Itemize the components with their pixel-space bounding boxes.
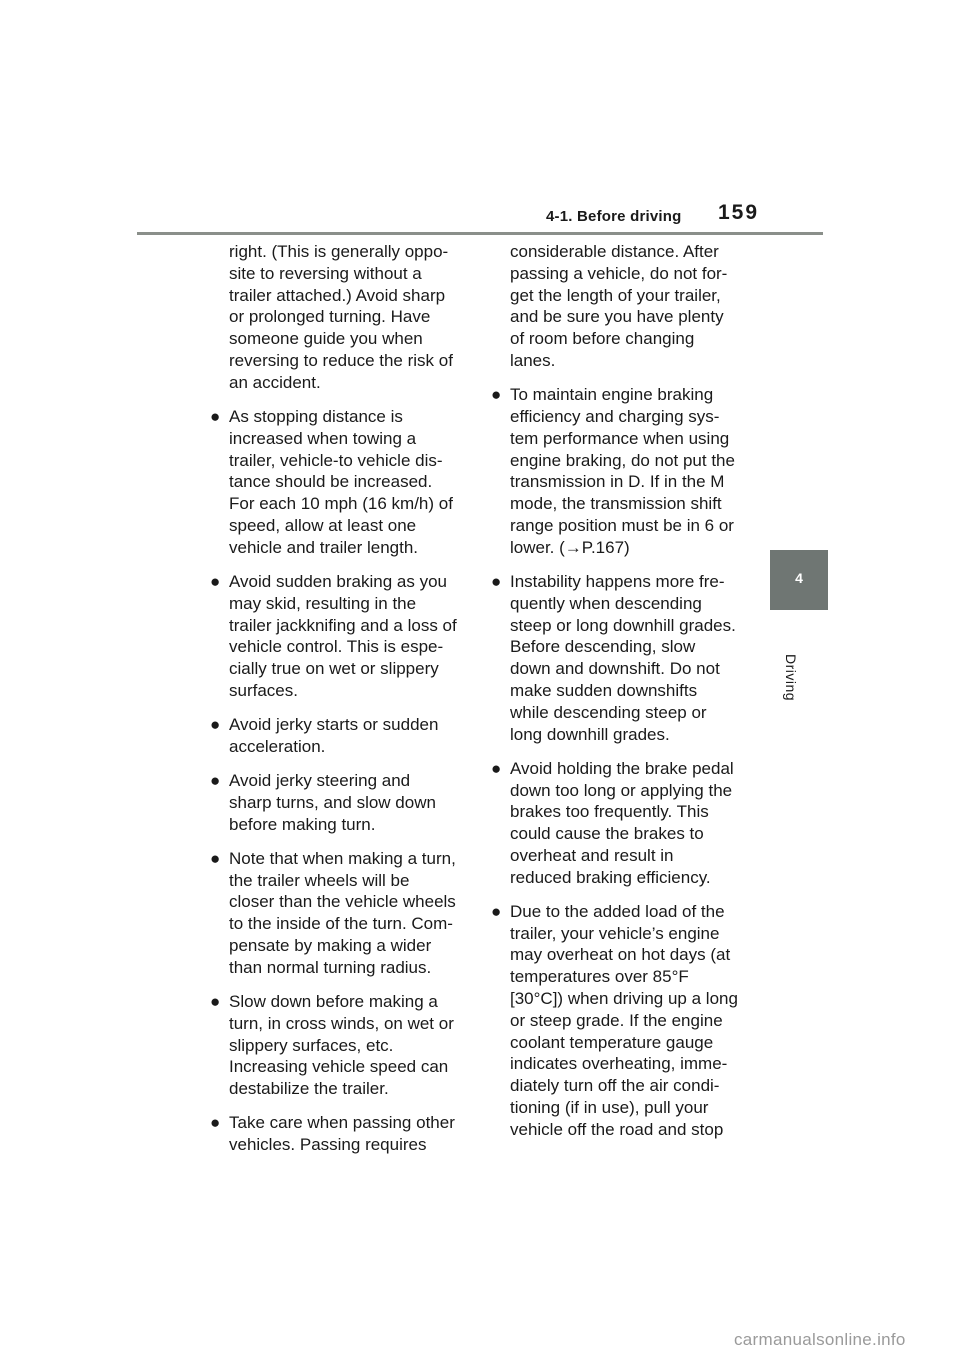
text-line: may overheat on hot days (at <box>510 945 731 965</box>
header-divider <box>137 232 823 235</box>
text-line: [30°C]) when driving up a long <box>510 989 738 1009</box>
text-line: increased when towing a <box>229 428 417 448</box>
text-line: cially true on wet or slippery <box>229 659 439 679</box>
text-line: to the inside of the turn. Com- <box>229 914 453 934</box>
text-line: the trailer wheels will be <box>229 870 410 890</box>
text-line: tem performance when using <box>510 428 730 448</box>
text-line: trailer, your vehicle’s engine <box>510 923 720 943</box>
text-line: Due to the added load of the <box>510 901 725 921</box>
text-line: indicates overheating, imme- <box>510 1054 728 1074</box>
text-line: range position must be in 6 or <box>510 515 734 535</box>
bullet-icon: ● <box>491 385 502 405</box>
text-line: an accident. <box>229 372 321 392</box>
bullet-item <box>210 714 472 758</box>
text-line: lower. (→P.167) <box>510 537 630 557</box>
bullet-icon: ● <box>491 758 502 778</box>
text-line: surfaces. <box>229 680 298 700</box>
text-line: Avoid sudden braking as you <box>229 571 448 591</box>
text-line: For each 10 mph (16 km/h) of <box>229 494 453 514</box>
text-line: and be sure you have plenty <box>510 307 724 327</box>
text-line: slippery surfaces, etc. <box>229 1035 394 1055</box>
text-line: pensate by making a wider <box>229 936 432 956</box>
text-line: Slow down before making a <box>229 992 438 1012</box>
bullet-item <box>210 991 472 1100</box>
text-line: trailer attached.) Avoid sharp <box>229 285 446 305</box>
text-line: transmission in D. If in the M <box>510 472 725 492</box>
text-line: quently when descending <box>510 593 702 613</box>
bullet-icon: ● <box>210 771 221 791</box>
bullet-icon: ● <box>210 571 221 591</box>
text-line: lanes. <box>510 350 556 370</box>
text-line: get the length of your trailer, <box>510 285 721 305</box>
text-line: tioning (if in use), pull your <box>510 1098 709 1118</box>
bullet-icon: ● <box>210 992 221 1012</box>
text-line: Take care when passing other <box>229 1113 455 1133</box>
text-line: vehicles. Passing requires <box>229 1135 427 1155</box>
text-line: Before descending, slow <box>510 637 696 657</box>
text-line: brakes too frequently. This <box>510 802 709 822</box>
bullet-icon: ● <box>210 406 221 426</box>
bullet-item <box>210 848 472 979</box>
text-line: down and downshift. Do not <box>510 659 720 679</box>
right-column <box>491 241 753 1153</box>
chapter-tab-number: 4 <box>795 570 803 586</box>
text-line: Instability happens more fre- <box>510 571 725 591</box>
text-line: Avoid jerky steering and <box>229 771 411 791</box>
bullet-icon: ● <box>491 901 502 921</box>
bullet-item <box>491 758 753 889</box>
text-line: Avoid jerky starts or sudden <box>229 715 439 735</box>
bullet-icon: ● <box>491 571 502 591</box>
text-line: turn, in cross winds, on wet or <box>229 1013 454 1033</box>
text-line: sharp turns, and slow down <box>229 792 436 812</box>
chapter-tab[interactable] <box>770 550 828 610</box>
text-line: long downhill grades. <box>510 724 670 744</box>
text-line: someone guide you when <box>229 329 423 349</box>
chapter-tab-label: Driving <box>783 654 799 702</box>
text-line: trailer jackknifing and a loss of <box>229 615 457 635</box>
text-line: or prolonged turning. Have <box>229 307 431 327</box>
text-line: mode, the transmission shift <box>510 494 722 514</box>
text-line: closer than the vehicle wheels <box>229 892 456 912</box>
text-line: before making turn. <box>229 814 376 834</box>
bullet-item <box>491 901 753 1141</box>
header-section-title: 4-1. Before driving <box>546 208 682 225</box>
bullet-item <box>210 1112 472 1156</box>
text-line: while descending steep or <box>510 702 707 722</box>
bullet-icon: ● <box>210 848 221 868</box>
text-line: To maintain engine braking <box>510 385 714 405</box>
text-line: destabilize the trailer. <box>229 1079 389 1099</box>
text-line: may skid, resulting in the <box>229 593 417 613</box>
text-line: down too long or applying the <box>510 780 733 800</box>
bullet-icon: ● <box>210 1113 221 1133</box>
text-line: make sudden downshifts <box>510 680 698 700</box>
bullet-item <box>210 770 472 835</box>
text-line: site to reversing without a <box>229 263 422 283</box>
text-line: reduced braking efficiency. <box>510 867 711 887</box>
text-line: temperatures over 85°F <box>510 967 689 987</box>
text-line: passing a vehicle, do not for- <box>510 263 728 283</box>
text-line: of room before changing <box>510 329 695 349</box>
text-line: reversing to reduce the risk of <box>229 350 453 370</box>
text-line: Increasing vehicle speed can <box>229 1057 449 1077</box>
text-line: could cause the brakes to <box>510 824 704 844</box>
paragraph <box>210 241 472 394</box>
text-line: tance should be increased. <box>229 472 433 492</box>
text-line: or steep grade. If the engine <box>510 1010 723 1030</box>
text-line: acceleration. <box>229 736 326 756</box>
text-line: vehicle control. This is espe- <box>229 637 444 657</box>
bullet-item <box>491 571 753 745</box>
text-line: coolant temperature gauge <box>510 1032 714 1052</box>
text-line: trailer, vehicle-to vehicle dis- <box>229 450 443 470</box>
text-line: overheat and result in <box>510 845 674 865</box>
watermark: carmanualsonline.info <box>734 1330 906 1349</box>
text-line: efficiency and charging sys- <box>510 406 720 426</box>
text-line: engine braking, do not put the <box>510 450 735 470</box>
text-line: vehicle and trailer length. <box>229 537 419 557</box>
text-line: than normal turning radius. <box>229 957 432 977</box>
left-column <box>210 241 472 1168</box>
text-line: steep or long downhill grades. <box>510 615 736 635</box>
page-number: 159 <box>718 201 760 224</box>
paragraph <box>491 241 753 372</box>
text-line: diately turn off the air condi- <box>510 1076 720 1096</box>
text-line: vehicle off the road and stop <box>510 1119 724 1139</box>
text-line: considerable distance. After <box>510 242 719 261</box>
text-line: Avoid holding the brake pedal <box>510 758 734 778</box>
text-line: As stopping distance is <box>229 406 403 426</box>
bullet-item <box>491 384 753 558</box>
bullet-icon: ● <box>210 715 221 735</box>
bullet-item <box>210 571 472 702</box>
bullet-item <box>210 406 472 559</box>
text-line: Note that when making a turn, <box>229 848 456 868</box>
text-line: speed, allow at least one <box>229 515 417 535</box>
text-line: right. (This is generally oppo- <box>229 242 449 261</box>
